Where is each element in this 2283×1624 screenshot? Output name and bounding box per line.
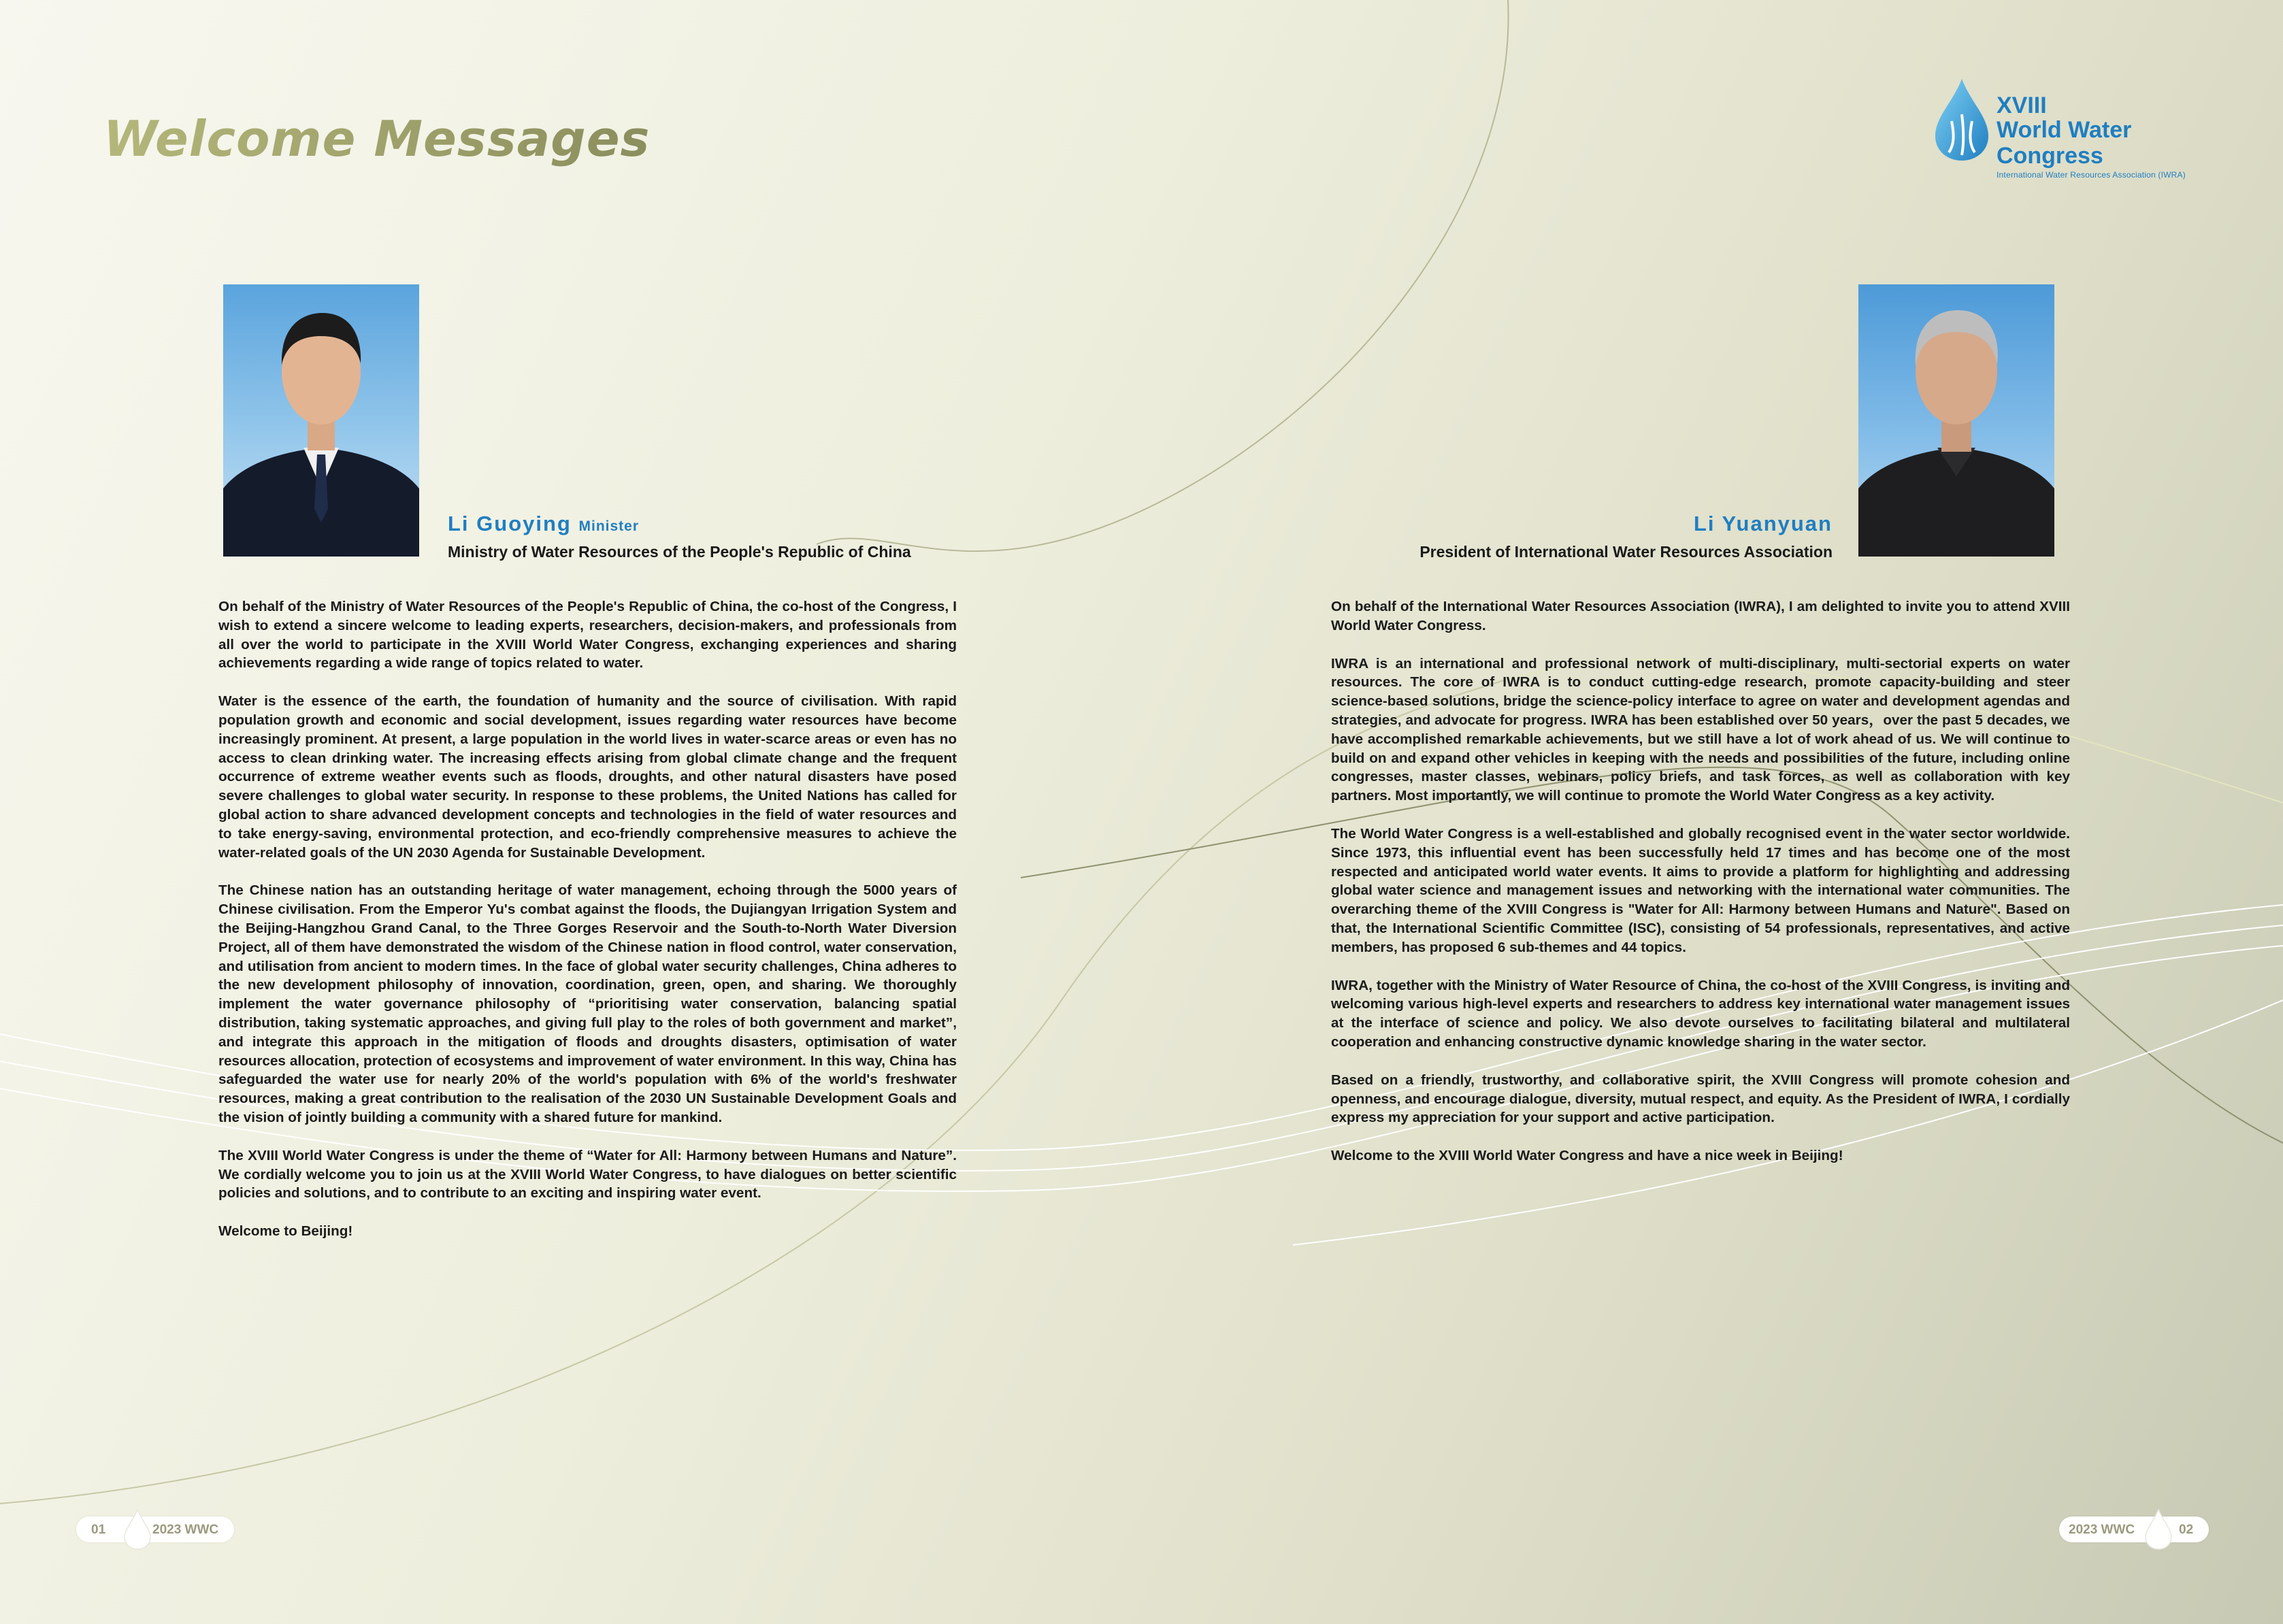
speaker-name-right: Li Yuanyuan xyxy=(1693,512,1833,535)
page-number: 01 xyxy=(91,1523,106,1537)
message-paragraph: The World Water Congress is a well-established and globally recognised event in the water sector worldwide. Since 1973, this influential event has been successfully held 17 times and has become one of the most respected and anticipated world water events. It aims to provide a platform for highlighting and addressing global water science and management issues and networking with the international water communities. The overarching theme of the XVIII Congress is "Water for All: Harmony between Humans and Nature". Based on that, the International Scientific Committee (ISC), consisting of 54 professionals, representatives, and active members, has proposed 6 sub-themes and 44 topics. xyxy=(1331,825,2070,955)
speaker-affiliation-right: President of International Water Resources Association xyxy=(1419,543,1833,561)
message-paragraph: The Chinese nation has an outstanding heritage of water management, echoing through the 5000 years of Chinese civilisation. From the Emperor Yu's combat against the floods, the Dujiangyan Irrigation System and the Beijing-Hangzhou Grand Canal, to the Three Gorges Reservoir and the South-to-North Water Diversion Project, all of them have demonstrated the wisdom of the Chinese nation in flood control, water conservation, and utilisation from ancient to modern times. In the face of global water security challenges, China adheres to the new development philosophy of innovation, coordination, green, open, and sharing. We thoroughly implement the water governance philosophy of “prioritising water conservation, balancing spatial distribution, taking systematic approaches, and giving full play to the roles of both government and market”, and integrate this approach in the mitigation of floods and droughts disasters, optimisation of water resources allocation, protection of ecosystems and improvement of water environment. In this way, China has safeguarded the water use for nearly 20% of the world's population with 6% of the world's freshwater resources, making a great contribution to the realisation of the 2030 UN Sustainable Development Goals and the vision of jointly building a community with a shared future for mankind. xyxy=(218,882,957,1125)
water-drop-icon xyxy=(122,1508,152,1551)
person-portrait-icon xyxy=(1858,284,2054,557)
message-paragraph: The XVIII World Water Congress is under the theme of “Water for All: Harmony between Humans and Nature”. We cordially welcome you to join us at the XVIII World Water Congress, to have dialogues on better scientific policies and solutions, and to contribute to an exciting and inspiring water event. xyxy=(218,1147,957,1202)
logo-organization: International Water Resources Association (IWRA) xyxy=(1997,170,2186,180)
page-footer-right xyxy=(2059,1517,2209,1542)
message-paragraph: IWRA, together with the Ministry of Water Resource of China, the co-host of the XVIII Congress, is inviting and welcoming various high-level experts and researchers to address key international water management issues at the interface of science and policy. We also devote ourselves to facilitating bilateral and multilateral cooperation and enhancing constructive dynamic knowledge sharing in the water sector. xyxy=(1331,977,2070,1050)
message-paragraph: Water is the essence of the earth, the foundation of humanity and the source of civilisation. With rapid population growth and economic and social development, issues regarding water resources have become increasingly prominent. At present, a large population in the world lives in water-scarce areas or even has no access to clean drinking water. The increasing effects arising from global climate change and the frequent occurrence of extreme weather events such as floods, droughts, and other natural disasters have posed severe challenges to global water security. In response to these problems, the United Nations has called for global action to share advanced development concepts and technologies in the field of water resources and to take energy-saving, environmental protection, and eco-friendly comprehensive measures to achieve the water-related goals of the UN 2030 Agenda for Sustainable Development. xyxy=(218,693,957,861)
congress-logo xyxy=(1931,73,2217,180)
speaker-name: Li Guoying xyxy=(448,512,572,535)
message-paragraph: Based on a friendly, trustworthy, and collaborative spirit, the XVIII Congress will promote cohesion and openness, and encourage dialogue, diversity, mutual respect, and equity. As the President of IWRA, I cordially express my appreciation for your support and active participation. xyxy=(1331,1072,2070,1126)
person-portrait-icon xyxy=(223,284,419,557)
message-paragraph: On behalf of the International Water Resources Association (IWRA), I am delighted to invite you to attend XVIII World Water Congress. xyxy=(1331,599,2070,633)
page-number: 02 xyxy=(2179,1523,2194,1537)
message-paragraph: Welcome to the XVIII World Water Congress and have a nice week in Beijing! xyxy=(1331,1148,1843,1164)
logo-congress-name: World Water Congress xyxy=(1997,117,2132,169)
message-paragraph: Welcome to Beijing! xyxy=(218,1223,353,1240)
portrait-li-guoying xyxy=(223,284,419,557)
speaker-role: Minister xyxy=(578,518,640,534)
message-column-right xyxy=(1331,597,2070,1184)
speaker-affiliation-left: Ministry of Water Resources of the People's Republic of China xyxy=(448,543,911,561)
page-footer-left xyxy=(76,1517,234,1542)
water-drop-icon xyxy=(2144,1508,2173,1551)
page-title: Welcome Messages xyxy=(103,110,651,167)
message-column-left xyxy=(218,597,957,1260)
speaker-name-left xyxy=(448,512,639,536)
message-paragraph: IWRA is an international and professional network of multi-disciplinary, multi-sectorial experts on water resources. The core of IWRA is to conduct cutting-edge research, promote capacity-building and steer science-based solutions, bridge the science-policy interface to agree on water and development agendas and strategies, and advocate for progress. IWRA has been established over 50 years，over the past 5 decades, we have accomplished remarkable achievements, but we still have a lot of work ahead of us. We will continue to build on and expand other vehicles in keeping with the needs and possibilities of the future, including online congresses, master classes, webinars, policy briefs, and task forces, as well as collaboration with key partners. Most importantly, we will continue to promote the World Water Congress as a key activity. xyxy=(1331,655,2070,804)
logo-edition: XVIII xyxy=(1997,93,2047,118)
footer-label: 2023 WWC xyxy=(152,1523,219,1537)
water-drop-logo-icon xyxy=(1931,73,1992,162)
footer-label: 2023 WWC xyxy=(2069,1523,2135,1537)
logo-wordmark xyxy=(1997,94,2217,181)
portrait-li-yuanyuan xyxy=(1858,284,2054,557)
message-paragraph: On behalf of the Ministry of Water Resources of the People's Republic of China, the co-host of the Congress, I wish to extend a sincere welcome to leading experts, researchers, decision-makers, and professionals from all over the world to participate in the XVIII World Water Congress, exchanging experiences and sharing achievements regarding a wide range of topics related to water. xyxy=(218,599,957,672)
